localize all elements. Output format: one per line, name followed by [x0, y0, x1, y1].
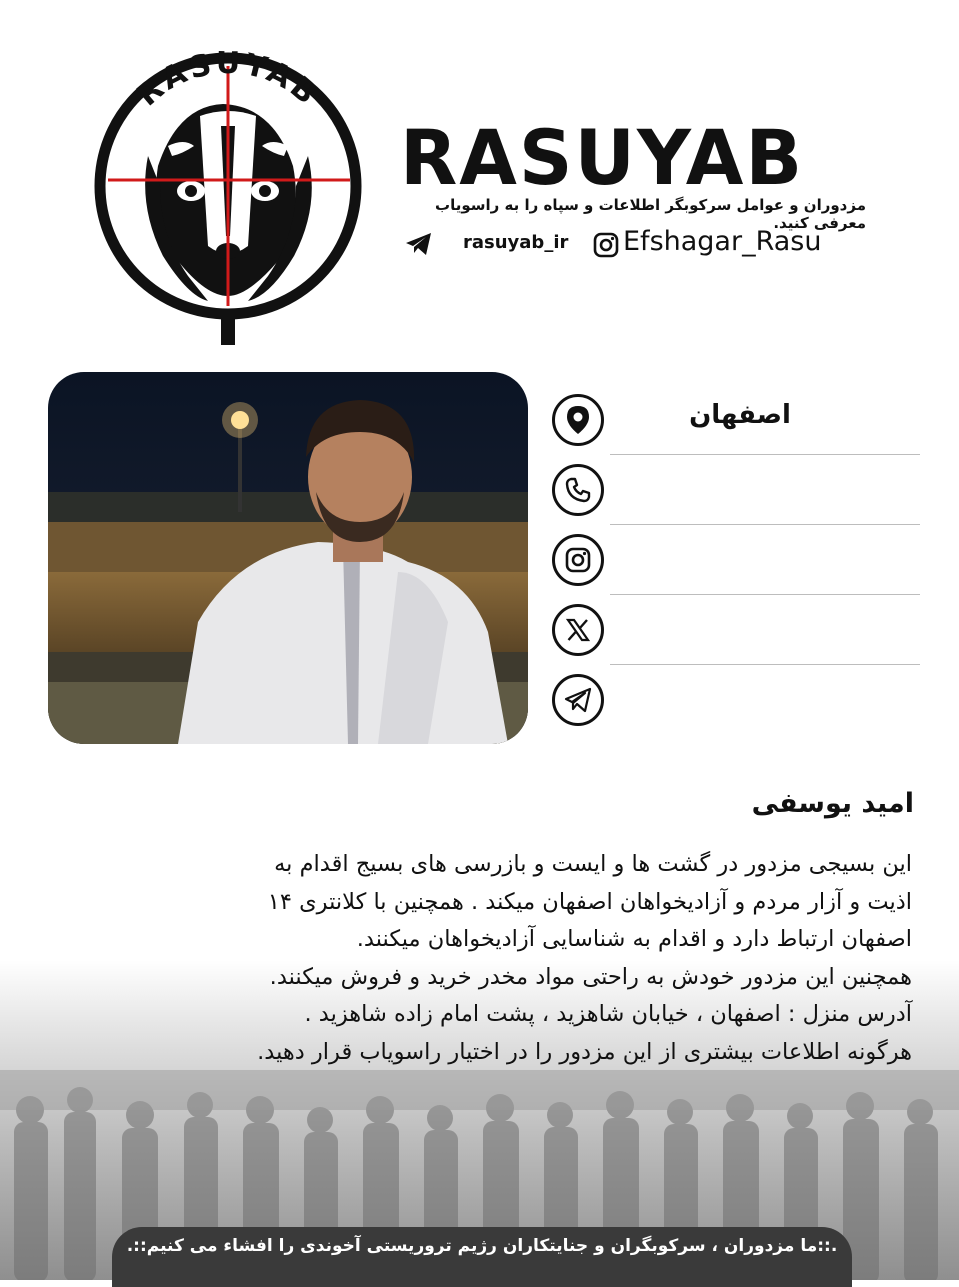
person-name: امید یوسفی — [751, 788, 914, 819]
tagline: مزدوران و عوامل سرکوبگر اطلاعات و سپاه را به راسویاب معرفی کنید. — [435, 196, 866, 232]
divider — [610, 594, 920, 595]
location-icon — [552, 394, 604, 446]
instagram-icon — [552, 534, 604, 586]
description-line: این بسیجی مزدور در گشت ها و ایست و بازرسی های بسیج اقدام به — [274, 851, 912, 877]
brand-title: RASUYAB — [400, 113, 805, 202]
x-icon — [552, 604, 604, 656]
city-value: اصفهان — [689, 400, 791, 430]
description-line: آدرس منزل : اصفهان ، خیابان شاهزید ، پشت امام زاده شاهزید . — [304, 1001, 912, 1027]
telegram-icon — [552, 674, 604, 726]
contact-icons — [552, 394, 610, 724]
description-line: اصفهان ارتباط دارد و اقدام به شناسایی آزادیخواهان میکنند. — [356, 926, 912, 952]
phone-icon — [552, 464, 604, 516]
description-line: همچنین این مزدور خودش به راحتی مواد مخدر خرید و فروش میکنند. — [269, 963, 912, 990]
telegram-handle[interactable]: rasuyab_ir — [463, 232, 569, 253]
telegram-icon — [405, 232, 433, 256]
rasuyab-logo — [88, 46, 368, 346]
divider — [610, 524, 920, 525]
social-handles — [405, 226, 855, 262]
logo-ring-text: RASUYAB — [130, 46, 326, 114]
profile-photo — [48, 372, 528, 744]
instagram-icon — [593, 232, 619, 258]
footer-slogan: .::ما مزدوران ، سرکوبگران و جنایتکاران رژیم تروریستی آخوندی را افشاء می کنیم::. — [126, 1236, 838, 1256]
description-line: اذیت و آزار مردم و آزادیخواهان اصفهان میکند . همچنین با کلانتری ۱۴ — [267, 888, 912, 915]
divider — [610, 664, 920, 665]
description — [44, 846, 912, 1071]
divider — [610, 454, 920, 455]
description-line: هرگونه اطلاعات بیشتری از این مزدور را در اختیار راسویاب قرار دهید. — [257, 1038, 912, 1065]
instagram-handle[interactable]: Efshagar_Rasu — [623, 226, 822, 257]
